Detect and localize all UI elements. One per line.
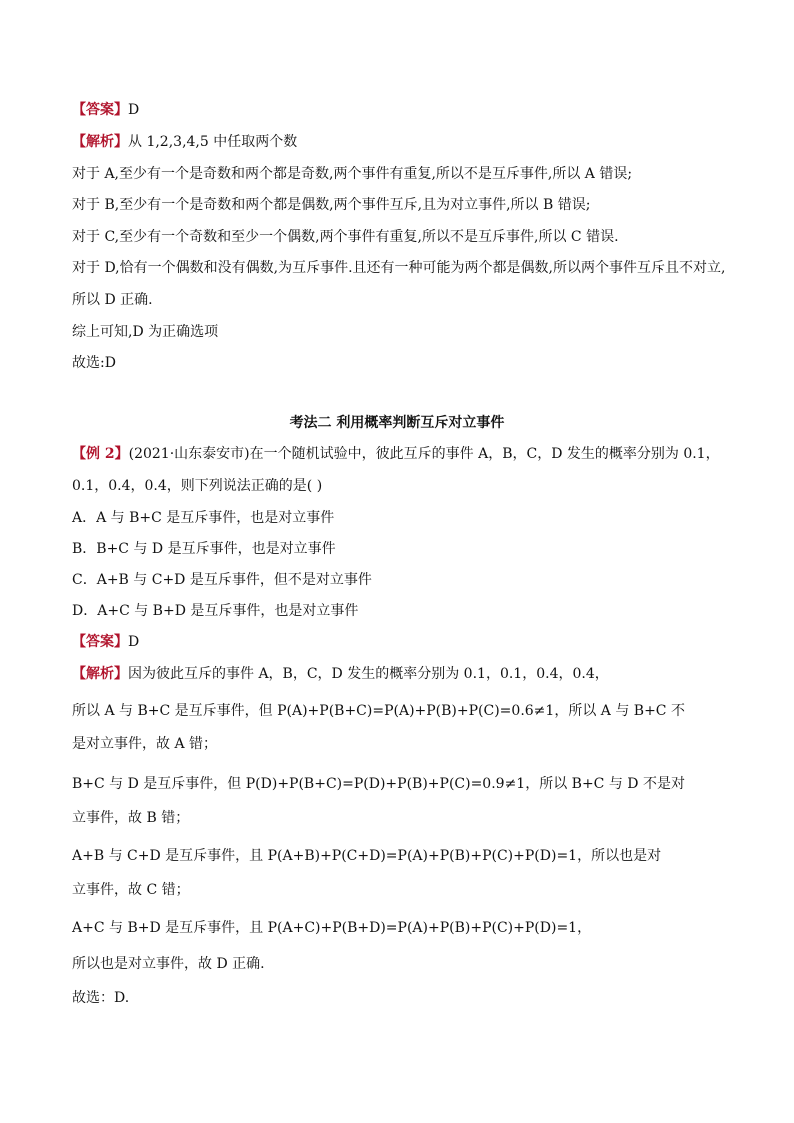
analysis-line: A+B 与 C+D 是互斥事件，且 P(A+B)+P(C+D)=P(A)+P(B)+P(C)+P(D)=1，所以也是对 [72, 848, 662, 864]
example-tag: 【例 2】 [72, 446, 129, 462]
analysis-text: 因为彼此互斥的事件 A，B，C，D 发生的概率分别为 0.1，0.1，0.4，0.4， [128, 666, 609, 682]
option-c: C．A+B 与 C+D 是互斥事件，但不是对立事件 [72, 572, 372, 588]
analysis-line: 是对立事件，故 A 错； [72, 736, 218, 752]
example-stem-line-2: 0.1，0.4，0.4，则下列说法正确的是( ) [72, 478, 323, 494]
analysis-line: 所以 A 与 B+C 是互斥事件，但 P(A)+P(B+C)=P(A)+P(B)+P(C)=0.6≠1，所以 A 与 B+C 不 [72, 703, 685, 719]
analysis-text: 从 1,2,3,4,5 中任取两个数 [128, 134, 298, 150]
analysis-line: 立事件，故 C 错； [72, 882, 190, 898]
example-stem-text: 在一个随机试验中，彼此互斥的事件 A，B，C，D 发生的概率分别为 0.1， [249, 446, 720, 462]
analysis-line: A+C 与 B+D 是互斥事件，且 P(A+C)+P(B+D)=P(A)+P(B)+P(C)+P(D)=1， [72, 920, 592, 936]
answer-value: D [128, 634, 140, 650]
analysis-line: 故选：D. [72, 990, 130, 1006]
analysis-line-1 [72, 132, 734, 152]
section-title: 考法二 利用概率判断互斥对立事件 [289, 415, 505, 431]
analysis-tag: 【解析】 [72, 666, 128, 682]
analysis-tag: 【解析】 [72, 134, 128, 150]
answer-tag: 【答案】 [72, 634, 128, 650]
option-a: A．A 与 B+C 是互斥事件，也是对立事件 [72, 510, 335, 526]
answer-line-1 [72, 100, 734, 120]
example-stem-line-1 [72, 444, 734, 464]
answer-line-2 [72, 632, 734, 652]
analysis-line: 所以也是对立事件，故 D 正确. [72, 956, 265, 972]
option-b: B．B+C 与 D 是互斥事件，也是对立事件 [72, 541, 336, 557]
analysis-line: 对于 C,至少有一个奇数和至少一个偶数,两个事件有重复,所以不是互斥事件,所以 C 错误. [72, 229, 619, 245]
answer-tag: 【答案】 [72, 102, 128, 118]
analysis-line: 对于 B,至少有一个是奇数和两个都是偶数,两个事件互斥,且为对立事件,所以 B 错误; [72, 197, 591, 213]
option-d: D．A+C 与 B+D 是互斥事件，也是对立事件 [72, 603, 359, 619]
analysis-line: 故选:D [72, 355, 116, 371]
analysis-line-2 [72, 664, 734, 684]
analysis-line: 对于 D,恰有一个偶数和没有偶数,为互斥事件.且还有一种可能为两个都是偶数,所以两个事件互斥且不对立, [72, 260, 726, 276]
analysis-line: B+C 与 D 是互斥事件，但 P(D)+P(B+C)=P(D)+P(B)+P(C)=0.9≠1，所以 B+C 与 D 不是对 [72, 776, 685, 792]
analysis-line: 综上可知,D 为正确选项 [72, 324, 219, 340]
answer-value: D [128, 102, 140, 118]
analysis-line: 所以 D 正确. [72, 292, 153, 308]
analysis-line: 对于 A,至少有一个是奇数和两个都是奇数,两个事件有重复,所以不是互斥事件,所以 A 错误; [72, 166, 633, 182]
analysis-line: 立事件，故 B 错； [72, 810, 190, 826]
example-source: (2021·山东泰安市) [128, 446, 250, 462]
